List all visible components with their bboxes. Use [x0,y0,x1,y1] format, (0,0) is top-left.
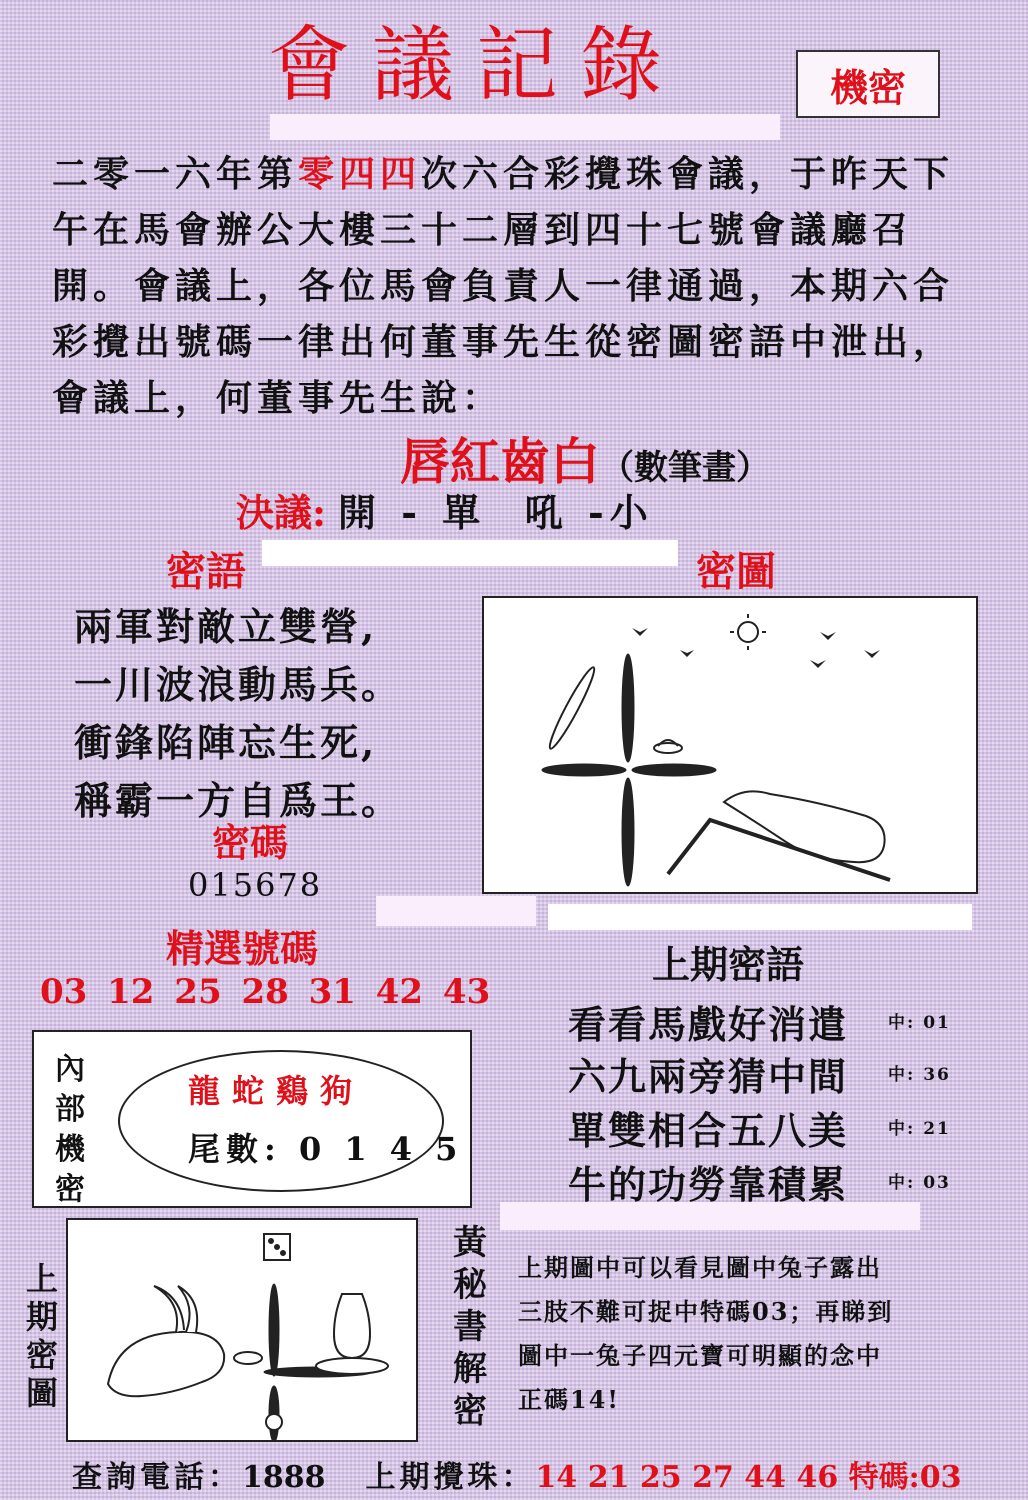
intro-text-after: 次六合彩攪珠會議，于昨天下午在馬會辦公大樓三十二層到四十七號會議廳召開。會議上，各位馬會負責人一律通過，本期六合彩攪出號碼一律出何董事先生從密圖密語中泄出，會議上，何董事先生說： [52,153,955,419]
intro-text-before: 二零一六年第 [52,153,299,195]
intro-paragraph [52,146,992,426]
riddle-line: 六九兩旁猜中間 [568,1054,849,1099]
secret-code-label: 密碼 [212,820,289,865]
riddle-hit: 中: 36 [888,1065,951,1085]
poem-line: 衝鋒陷陣忘生死, [74,720,378,765]
secret-words-label: 密語 [166,548,246,595]
riddle-line: 單雙相合五八美 [568,1108,849,1153]
highlight-bar [376,896,536,926]
phone-number: 1888 [242,1460,326,1495]
vase-icon [316,1294,388,1374]
picks-numbers: 03 12 25 28 31 42 43 [40,972,491,1012]
previous-illustration [68,1220,416,1440]
page-title: 會議記錄 [268,18,685,113]
dice-icon [264,1234,290,1260]
secretary-label: 黃秘書解密 [453,1223,487,1431]
highlight-bar [262,540,678,566]
resolution-label: 決議: [236,490,327,535]
secret-picture-label: 密圖 [696,548,776,595]
barrier-icon [668,820,890,880]
puzzle-illustration [484,598,976,892]
internal-secret-label: 內部機密 [55,1052,85,1207]
ingot-icon [654,740,682,753]
poem-line: 兩軍對敵立雙營, [74,604,378,649]
secretary-explanation [518,1246,918,1422]
highlight-bar [548,904,972,930]
slogan-note: （數筆畫） [600,448,770,488]
explanation-line: 三肢不難可捉中特碼03；再睇到 [518,1297,894,1326]
slogan-text: 唇紅齒白 [400,432,600,491]
explanation-line: 正碼14! [518,1385,620,1414]
riddle-line: 看看馬戲好消遣 [568,1002,849,1047]
confidential-badge: 機密 [796,50,940,118]
previous-picture-panel [66,1218,418,1442]
secret-code-value: 015678 [188,866,323,904]
stroke-figure-icon [542,654,716,886]
riddle-hit: 中: 21 [888,1119,951,1139]
previous-draw-numbers: 14 21 25 27 44 46 特碼:03 [535,1460,962,1495]
sun-icon [730,614,766,650]
phone-label: 查詢電話： [72,1460,242,1495]
picks-label: 精選號碼 [166,926,319,971]
last-riddle-title: 上期密語 [652,942,805,987]
riddle-line: 牛的功勞靠積累 [568,1162,849,1207]
explanation-line: 圖中一兔子四元寶可明顯的念中 [518,1341,882,1370]
rabbit-icon [108,1286,224,1396]
poem-line: 稱霸一方自爲王。 [74,778,403,823]
birds-icon [632,628,880,668]
explanation-line: 上期圖中可以看見圖中兔子露出 [518,1253,882,1282]
resolution-row [236,482,654,537]
footer [72,1452,961,1496]
highlight-bar [270,114,780,140]
issue-number: 零四四 [298,153,422,195]
previous-picture-label: 上期密圖 [25,1260,58,1412]
resolution-value: 開 - 單 吼 -小 [338,490,654,535]
poem-line: 一川波浪動馬兵。 [74,662,403,707]
zodiac-text: 龍蛇鷄狗 [188,1072,365,1110]
secret-picture-panel [482,596,978,894]
lizard-icon [724,791,885,862]
riddle-hit: 中: 01 [888,1013,951,1033]
riddle-hit: 中: 03 [888,1173,951,1193]
tail-numbers: 尾數: 0 1 4 5 [188,1130,464,1168]
ingot-icon [234,1352,262,1364]
secret-words-poem [74,598,402,830]
previous-draw-label: 上期攪珠： [365,1460,536,1495]
